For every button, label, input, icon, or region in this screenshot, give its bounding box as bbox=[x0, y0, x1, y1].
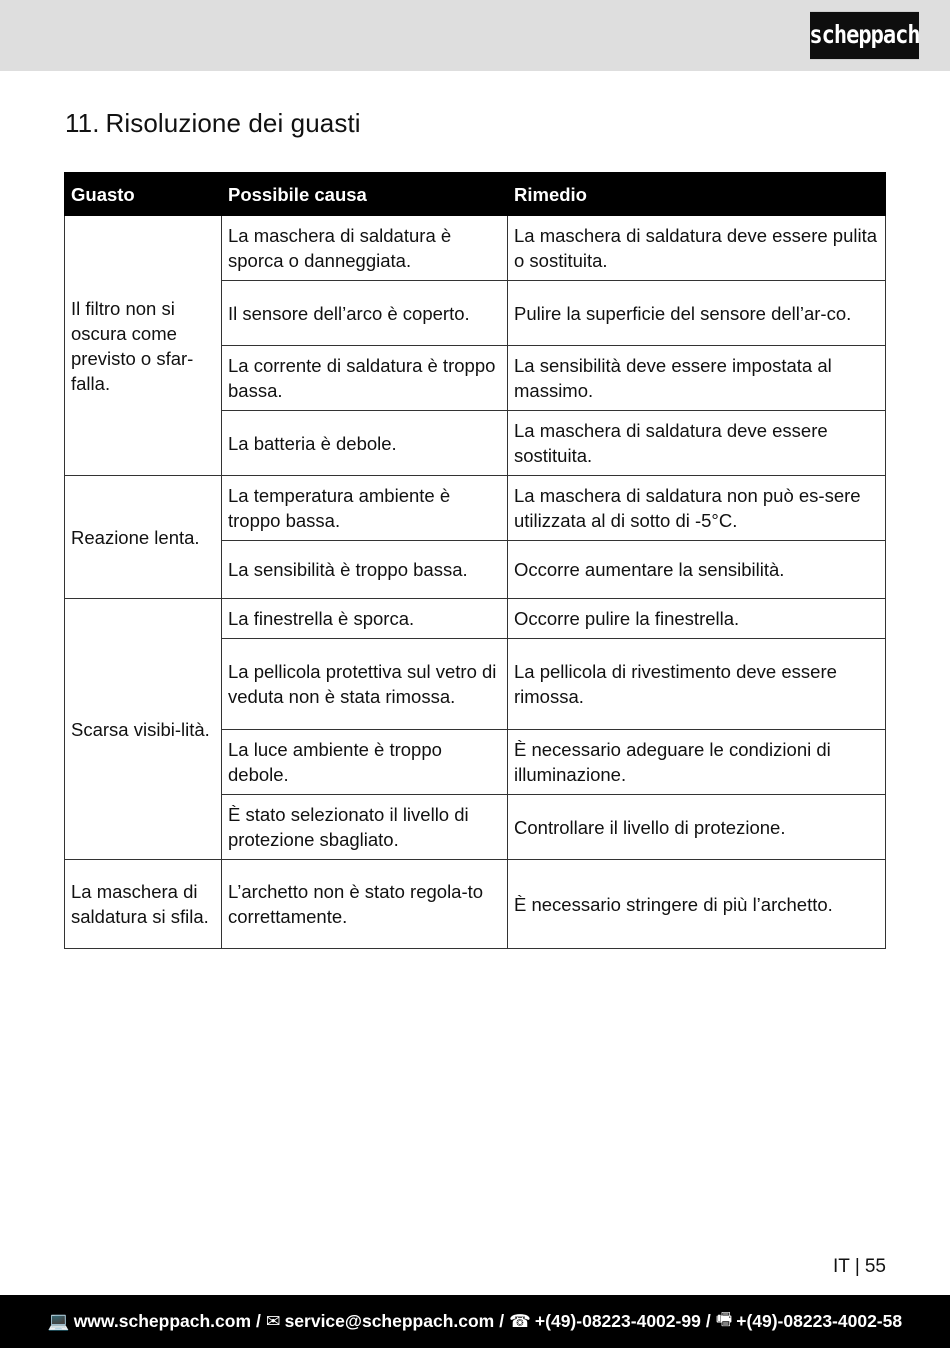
header-bar bbox=[0, 0, 950, 71]
troubleshooting-table bbox=[64, 172, 886, 949]
table-row bbox=[65, 860, 886, 949]
remedy-cell: La maschera di saldatura deve essere sostituita. bbox=[508, 411, 886, 476]
cause-cell: Il sensore dell’arco è coperto. bbox=[222, 281, 508, 346]
remedy-cell: È necessario adeguare le condizioni di illuminazione. bbox=[508, 730, 886, 795]
cause-cell: La finestrella è sporca. bbox=[222, 599, 508, 639]
table-header-row bbox=[65, 173, 886, 216]
footer-email[interactable]: service@scheppach.com bbox=[284, 1311, 495, 1331]
cause-cell: La temperatura ambiente è troppo bassa. bbox=[222, 476, 508, 541]
cause-cell: È stato selezionato il livello di protezione sbagliato. bbox=[222, 795, 508, 860]
remedy-cell: La pellicola di rivestimento deve essere rimossa. bbox=[508, 639, 886, 730]
column-header-cause: Possibile causa bbox=[222, 173, 508, 216]
fault-cell: Scarsa visibi-lità. bbox=[65, 599, 222, 860]
section-number: 11. bbox=[65, 108, 100, 138]
remedy-cell: La maschera di saldatura deve essere pulita o sostituita. bbox=[508, 216, 886, 281]
section-title bbox=[65, 108, 361, 139]
remedy-cell: Occorre pulire la finestrella. bbox=[508, 599, 886, 639]
cause-cell: La corrente di saldatura è troppo bassa. bbox=[222, 346, 508, 411]
cause-cell: La maschera di saldatura è sporca o danneggiata. bbox=[222, 216, 508, 281]
footer-separator: / bbox=[705, 1311, 711, 1331]
remedy-cell: La maschera di saldatura non può es-sere utilizzata al di sotto di -5°C. bbox=[508, 476, 886, 541]
cause-cell: La pellicola protettiva sul vetro di veduta non è stata rimossa. bbox=[222, 639, 508, 730]
footer-website[interactable]: www.scheppach.com bbox=[73, 1311, 252, 1331]
fault-cell: Reazione lenta. bbox=[65, 476, 222, 599]
computer-icon: 💻 bbox=[47, 1311, 70, 1331]
page-language: IT bbox=[833, 1256, 850, 1277]
footer-fax: +(49)-08223-4002-58 bbox=[736, 1311, 903, 1331]
remedy-cell: Controllare il livello di protezione. bbox=[508, 795, 886, 860]
page-separator: | bbox=[854, 1256, 860, 1277]
remedy-cell: Pulire la superficie del sensore dell’ar-co. bbox=[508, 281, 886, 346]
footer-separator: / bbox=[499, 1311, 505, 1331]
remedy-cell: È necessario stringere di più l’archetto. bbox=[508, 860, 886, 949]
section-title-text: Risoluzione dei guasti bbox=[105, 108, 361, 138]
fault-cell: La maschera di saldatura si sfila. bbox=[65, 860, 222, 949]
cause-cell: La luce ambiente è troppo debole. bbox=[222, 730, 508, 795]
brand-logo: scheppach bbox=[810, 12, 919, 59]
cause-cell: L’archetto non è stato regola-to correttamente. bbox=[222, 860, 508, 949]
remedy-cell: Occorre aumentare la sensibilità. bbox=[508, 541, 886, 599]
footer-bar bbox=[0, 1295, 950, 1348]
cause-cell: La sensibilità è troppo bassa. bbox=[222, 541, 508, 599]
table-row bbox=[65, 216, 886, 281]
fax-icon: 🖷 bbox=[715, 1308, 733, 1329]
phone-icon: ☎ bbox=[509, 1311, 531, 1331]
remedy-cell: La sensibilità deve essere impostata al massimo. bbox=[508, 346, 886, 411]
footer-separator: / bbox=[256, 1311, 261, 1331]
page-number bbox=[833, 1256, 886, 1278]
cause-cell: La batteria è debole. bbox=[222, 411, 508, 476]
column-header-fault: Guasto bbox=[65, 173, 222, 216]
table-row bbox=[65, 476, 886, 541]
footer-phone: +(49)-08223-4002-99 bbox=[534, 1311, 701, 1331]
column-header-remedy: Rimedio bbox=[508, 173, 886, 216]
fault-cell: Il filtro non si oscura come previsto o sfar-falla. bbox=[65, 216, 222, 476]
mail-icon: ✉ bbox=[265, 1311, 281, 1331]
table-row bbox=[65, 599, 886, 639]
page-number-value: 55 bbox=[864, 1256, 886, 1277]
